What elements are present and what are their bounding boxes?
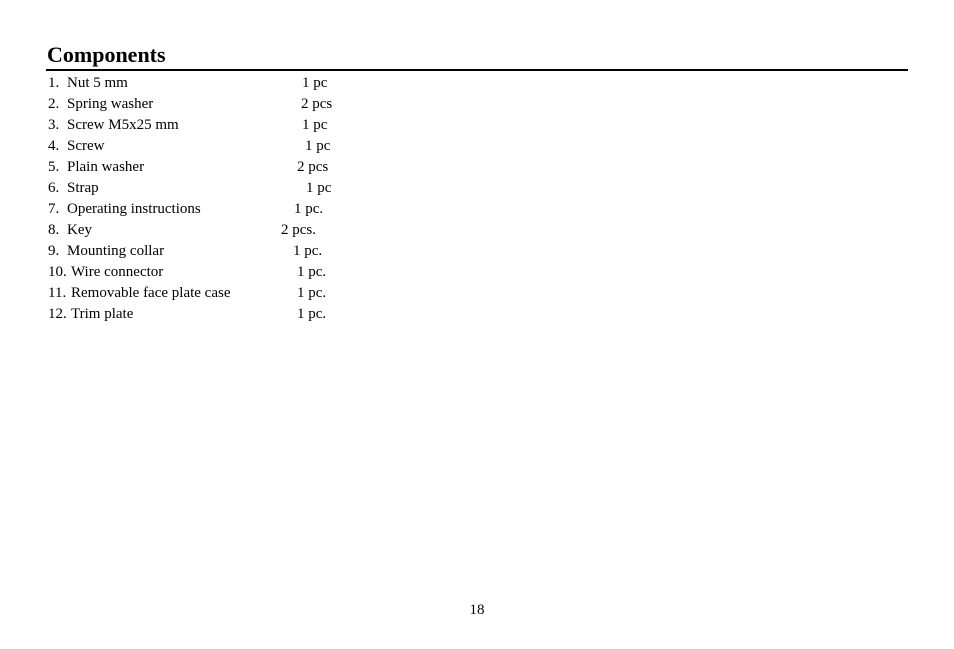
- item-number: 1.: [48, 75, 60, 91]
- list-item: [48, 262, 388, 283]
- item-name: Removable face plate case: [71, 285, 231, 301]
- item-quantity: 1 pc: [302, 117, 328, 133]
- item-number: 2.: [48, 96, 60, 112]
- list-item: [48, 94, 388, 115]
- item-name: Spring washer: [67, 96, 154, 112]
- item-name: Strap: [67, 180, 99, 196]
- item-quantity: 2 pcs: [301, 96, 333, 112]
- item-name: Trim plate: [71, 306, 134, 322]
- item-number: 4.: [48, 138, 60, 154]
- list-item: [48, 304, 388, 325]
- item-name: Screw M5x25 mm: [67, 117, 179, 133]
- page-title: Components: [47, 42, 166, 67]
- item-number: 8.: [48, 222, 60, 238]
- item-quantity: 2 pcs.: [281, 222, 316, 238]
- item-number: 5.: [48, 159, 60, 175]
- item-name: Key: [67, 222, 92, 238]
- item-quantity: 1 pc.: [297, 264, 327, 280]
- page-number: 18: [469, 602, 485, 618]
- list-item: [48, 241, 388, 262]
- item-quantity: 1 pc: [302, 75, 328, 91]
- item-number: 3.: [48, 117, 60, 133]
- list-item: [48, 283, 388, 304]
- list-item: [48, 136, 388, 157]
- item-number: 11.: [48, 285, 67, 301]
- components-list: [48, 73, 388, 325]
- title-divider: [46, 69, 908, 71]
- list-item: [48, 73, 388, 94]
- item-quantity: 1 pc.: [297, 285, 327, 301]
- item-quantity: 1 pc.: [297, 306, 327, 322]
- list-item: [48, 199, 388, 220]
- item-quantity: 1 pc: [306, 180, 332, 196]
- list-item: [48, 157, 388, 178]
- item-number: 10.: [48, 264, 67, 280]
- list-item: [48, 115, 388, 136]
- item-quantity: 2 pcs: [297, 159, 329, 175]
- item-number: 7.: [48, 201, 60, 217]
- item-quantity: 1 pc.: [294, 201, 324, 217]
- item-number: 9.: [48, 243, 60, 259]
- item-name: Plain washer: [67, 159, 145, 175]
- list-item: [48, 220, 388, 241]
- item-name: Operating instructions: [67, 201, 201, 217]
- item-name: Wire connector: [71, 264, 164, 280]
- item-quantity: 1 pc.: [293, 243, 323, 259]
- list-item: [48, 178, 388, 199]
- item-name: Screw: [67, 138, 105, 154]
- item-number: 12.: [48, 306, 67, 322]
- item-name: Mounting collar: [67, 243, 165, 259]
- item-quantity: 1 pc: [305, 138, 331, 154]
- item-number: 6.: [48, 180, 60, 196]
- item-name: Nut 5 mm: [67, 75, 128, 91]
